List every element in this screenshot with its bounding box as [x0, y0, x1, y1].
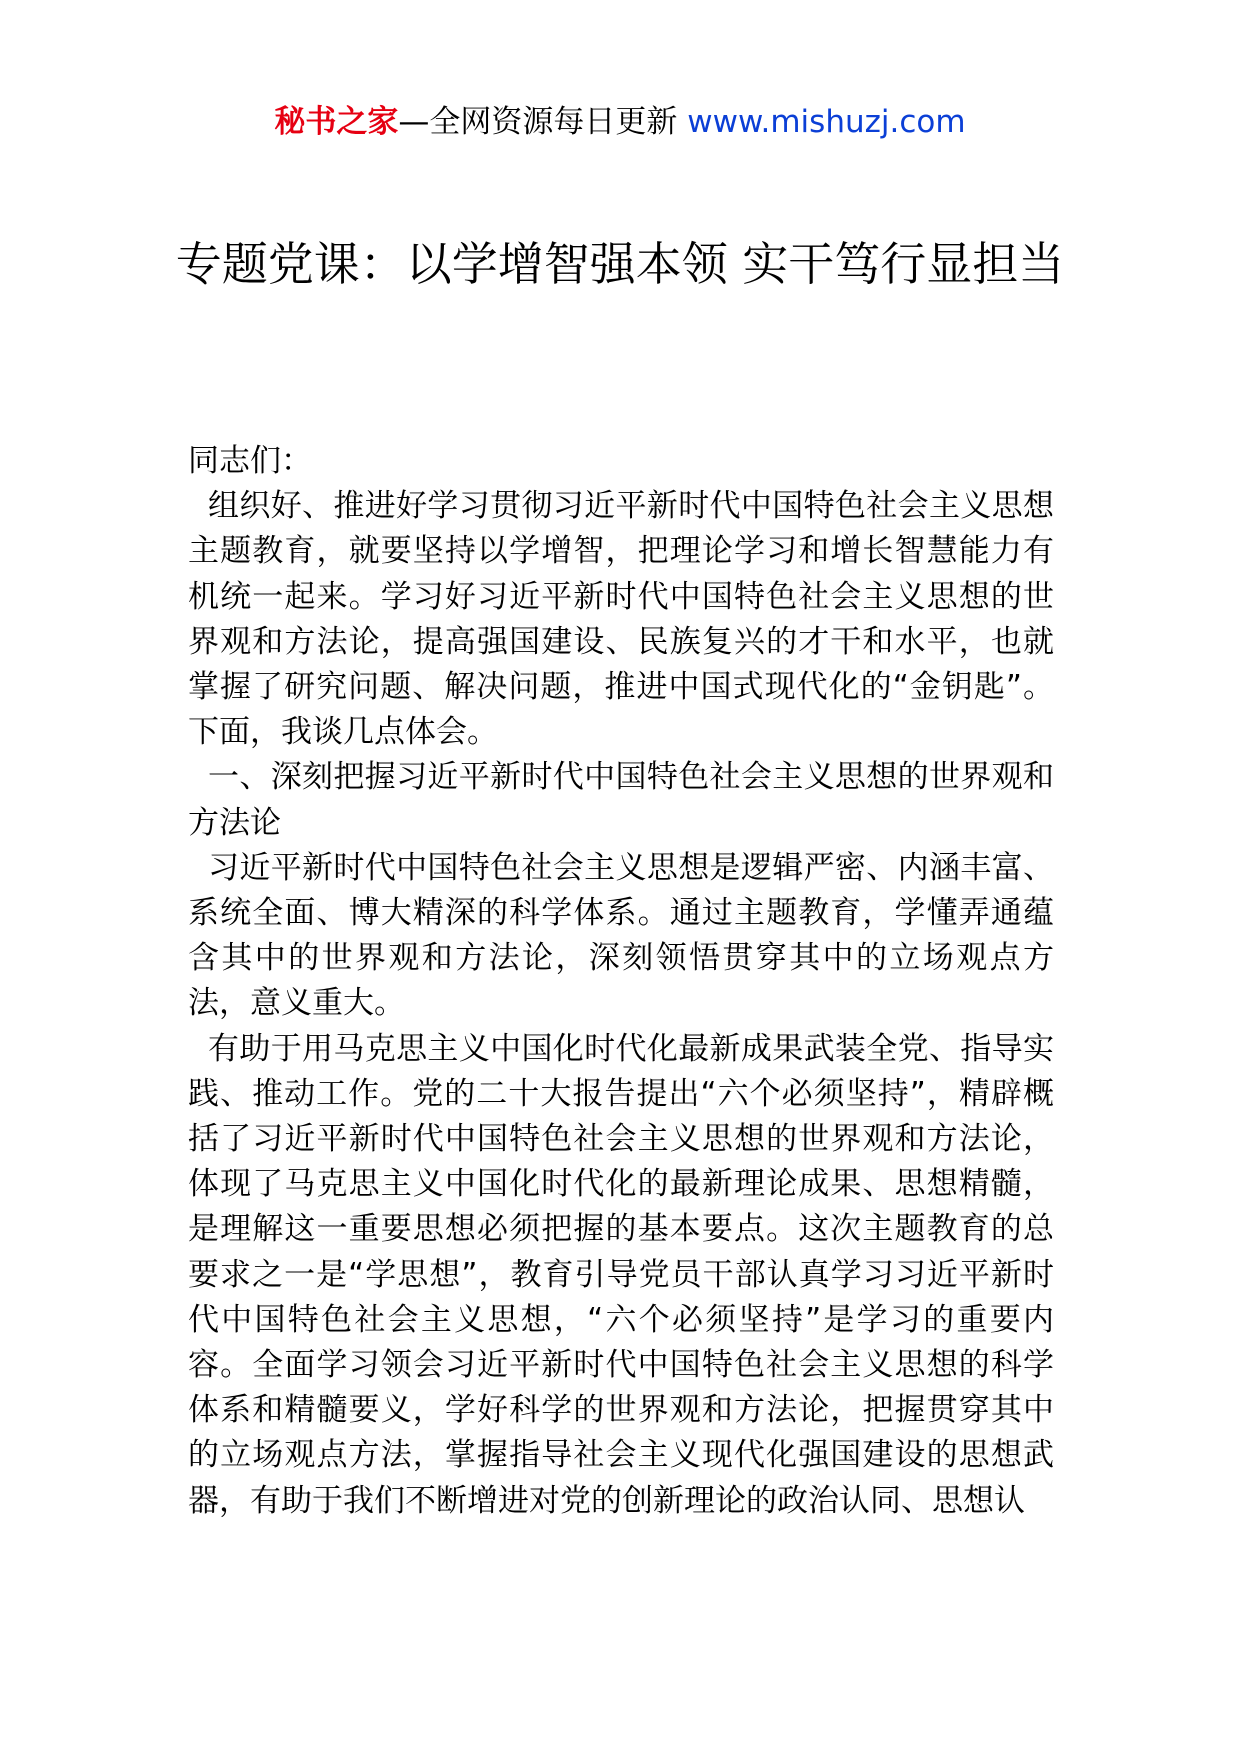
- section-heading: 一、深刻把握习近平新时代中国特色社会主义思想的世界观和方法论: [188, 759, 1054, 841]
- body-paragraph: 有助于用马克思主义中国化时代化最新成果武装全党、指导实践、推动工作。党的二十大报告提出“六个必须坚持”，精辟概括了习近平新时代中国特色社会主义思想的世界观和方法论，体现了马克思主义中国化时代化的最新理论成果、思想精髓，是理解这一重要思想必须把握的基本要点。这次主题教育的总要求之一是“学思想”，教育引导党员干部认真学习习近平新时代中国特色社会主义思想，“六个必须坚持”是学习的重要内容。全面学习领会习近平新时代中国特色社会主义思想的科学体系和精髓要义，学好科学的世界观和方法论，把握贯穿其中的立场观点方法，掌握指导社会主义现代化强国建设的思想武器，有助于我们不断增进对党的创新理论的政治认同、思想认: [188, 1030, 1054, 1519]
- body-paragraph: 组织好、推进好学习贯彻习近平新时代中国特色社会主义思想主题教育，就要坚持以学增智，把理论学习和增长智慧能力有机统一起来。学习好习近平新时代中国特色社会主义思想的世界观和方法论，提高强国建设、民族复兴的才干和水平，也就掌握了研究问题、解决问题，推进中国式现代化的“金钥匙”。下面，我谈几点体会。: [188, 488, 1054, 751]
- document-title: 专题党课：以学增智强本领 实干笃行显担当: [175, 237, 1065, 291]
- header-tagline: —全网资源每日更新: [398, 104, 678, 140]
- document-body: [188, 439, 1054, 1524]
- salutation: 同志们：: [188, 443, 312, 479]
- site-url-link[interactable]: www.mishuzj.com: [687, 104, 966, 140]
- brand-name: 秘书之家: [274, 104, 399, 140]
- site-header: [0, 100, 1240, 144]
- body-paragraph: 习近平新时代中国特色社会主义思想是逻辑严密、内涵丰富、系统全面、博大精深的科学体系。通过主题教育，学懂弄通蕴含其中的世界观和方法论，深刻领悟贯穿其中的立场观点方法，意义重大。: [188, 849, 1054, 1022]
